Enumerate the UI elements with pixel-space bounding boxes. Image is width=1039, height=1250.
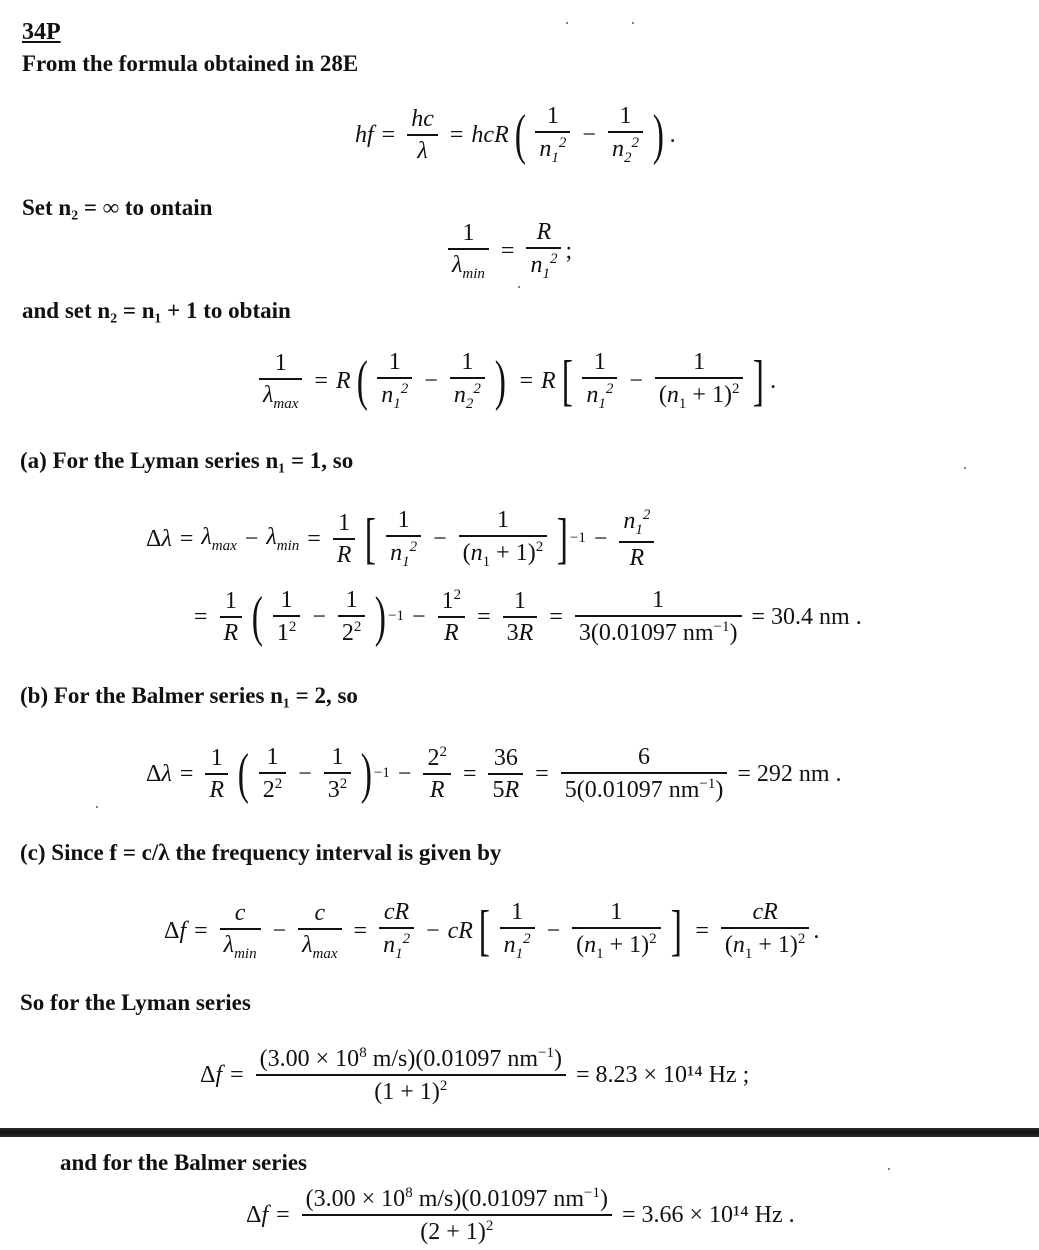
scan-speck [518,286,520,288]
scan-speck [566,22,568,24]
part-a-text: (a) For the Lyman series n₁ = 1, so [20,448,354,473]
equation-delta-lambda-lyman: = $\frac{1}{R}$ ( $\frac{1}{1^2}$ − $\frac{1}{2^2}$ ) −1 − $\frac{1^2}{R}$ = $\frac{1}{3R}$ = $\frac{1}{3(0.01097 nm^{-1})}$ = 30.4 nm . [194,585,862,648]
equation-lambda-min: $\frac{1}{\lambda_{min}}$ = $\frac{R}{n_1^2}$ ; [444,220,572,282]
lyman-frequency-result: = 8.23 × 10¹⁴ Hz ; [575,1062,750,1088]
equation-delta-lambda-general: Δλ = $\lambda_{max}$ − $\lambda_{min}$ = $\frac{1}{R}$ [ $\frac{1}{n_1^2}$ − $\frac{1}{(n_1 + 1)^2}$ ] −1 − $\frac{n_1^2}{R}$ [146,508,658,570]
set-infinity-text: Set n₂ = ∞ to ontain [22,195,213,220]
equation-delta-f-general: Δf = $\frac{c}{\lambda_{min}}$ − $\frac{c}{\lambda_{max}}$ = $\frac{cR}{n_1^2}$ − cR [ $\frac{1}{n_1^2}$ − $\frac{1}{(n_1 + 1)^2}$ ] = $\frac{cR}{(n_1 + 1)^2}$ . [164,899,820,962]
lyman-series-intro: So for the Lyman series [20,990,251,1015]
equation-energy: hf = $\frac{hc}{\lambda}$ = hcR ( $\frac{1}{n_1^2}$ − $\frac{1}{n_2^2}$ ) . [355,103,676,166]
equation-lambda-max: $\frac{1}{\lambda_{max}}$ = R ( $\frac{1}{n_1^2}$ − $\frac{1}{n_2^2}$ ) = R [ $\frac{1}{n_1^2}$ − $\frac{1}{(n_1 + 1)^2}$ ] . [255,350,776,412]
equation-delta-f-balmer: Δf = $\frac{(3.00 \times 10^8 m/s)(0.01097 nm^{-1})}{(2 + 1)^2}$ = 3.66 × 10¹⁴ Hz . [246,1185,795,1245]
lyman-wavelength-result: = 30.4 nm . [751,603,862,630]
balmer-frequency-result: = 3.66 × 10¹⁴ Hz . [621,1202,795,1228]
scan-speck [96,806,98,808]
problem-heading: 34P [22,19,61,45]
part-c-text: (c) Since f = c/λ the frequency interval is given by [20,840,502,865]
set-n1plus1-text: and set n₂ = n₁ + 1 to obtain [22,298,291,323]
equation-delta-f-lyman: Δf = $\frac{(3.00 \times 10^8 m/s)(0.01097 nm^{-1})}{(1 + 1)^2}$ = 8.23 × 10¹⁴ Hz ; [200,1045,750,1105]
balmer-wavelength-result: = 292 nm . [737,760,842,787]
equation-delta-lambda-balmer: Δλ = $\frac{1}{R}$ ( $\frac{1}{2^2}$ − $\frac{1}{3^2}$ ) −1 − $\frac{2^2}{R}$ = $\frac{36}{5R}$ = $\frac{6}{5(0.01097 nm^{-1})}$ = 292 nm . [146,742,842,805]
scan-speck [964,467,966,469]
scan-speck [632,22,634,24]
balmer-series-intro: and for the Balmer series [60,1150,308,1175]
page-divider [0,1128,1039,1137]
part-b-text: (b) For the Balmer series n₁ = 2, so [20,683,358,708]
scan-speck [888,1168,890,1170]
intro-text: From the formula obtained in 28E [22,51,359,76]
